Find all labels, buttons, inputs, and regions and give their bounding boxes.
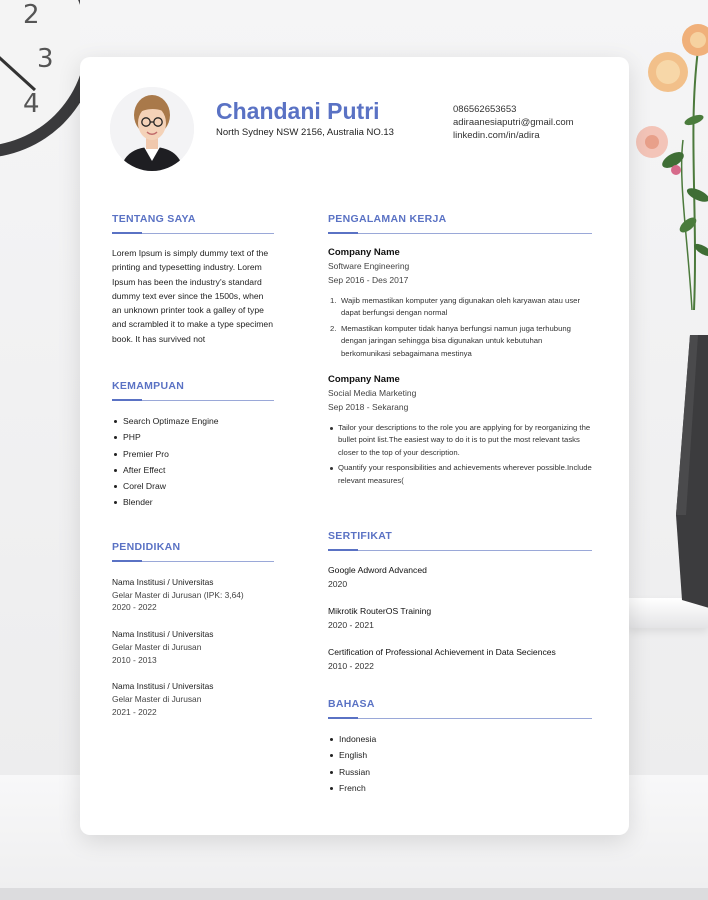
job-duties	[328, 295, 592, 360]
section-divider	[328, 717, 592, 719]
skills-section	[112, 380, 274, 511]
phone-number: 086562653653	[453, 104, 517, 115]
section-divider	[328, 549, 592, 551]
avatar-icon	[110, 87, 194, 171]
resume-card	[80, 57, 629, 835]
candidate-address: North Sydney NSW 2156, Australia NO.13	[216, 127, 394, 138]
certificate-name: Google Adword Advanced	[328, 565, 427, 575]
section-title-education: PENDIDIKAN	[112, 541, 181, 553]
list-item: 2. Memastikan komputer tidak hanya berfungsi namun juga terhubung dengan jaringan sehingga bisa digunakan untuk kebutuhan berkomunikasi sebagaimana mestinya	[330, 323, 571, 358]
education-institution: Nama Institusi / Universitas	[112, 629, 214, 640]
education-period: 2020 - 2022	[112, 602, 157, 613]
section-title-skills: KEMAMPUAN	[112, 380, 185, 392]
clock-numeral-4: 4	[23, 89, 40, 119]
about-text: Lorem Ipsum is simply dummy text of the printing and typesetting industry. Lorem Ipsum has been the industry's standard dummy text ever since the 1500s, when an unknown printer took a galley of type and scrambled it to make a type specimen book. It has survived not	[112, 248, 273, 344]
flower-plant-icon	[628, 10, 708, 310]
education-item	[112, 576, 274, 614]
education-period: 2010 - 2013	[112, 654, 157, 665]
education-item	[112, 628, 274, 666]
education-degree: Gelar Master di Jurusan	[112, 641, 202, 652]
education-degree: Gelar Master di Jurusan (IPK: 3,64)	[112, 589, 244, 600]
list-item: 1. Wajib memastikan komputer yang digunakan oleh karyawan atau user dapat berfungsi dengan normal	[330, 296, 581, 318]
section-title-about: TENTANG SAYA	[112, 213, 196, 225]
job-entry	[328, 374, 592, 487]
list-item: Corel Draw	[112, 478, 274, 494]
vase-icon	[676, 335, 708, 610]
list-item: After Effect	[112, 462, 274, 478]
list-item: English	[328, 747, 592, 763]
education-degree: Gelar Master di Jurusan	[112, 693, 202, 704]
languages-section	[328, 698, 592, 796]
certificate-name: Mikrotik RouterOS Training	[328, 606, 432, 616]
clock-numeral-2: 2	[23, 0, 40, 30]
list-item: Blender	[112, 494, 274, 510]
about-section	[112, 213, 274, 346]
job-duties	[328, 422, 592, 487]
list-item: Russian	[328, 764, 592, 780]
education-period: 2021 - 2022	[112, 706, 157, 717]
list-item: Quantify your responsibilities and achievements wherever possible.Include relevant measures(	[328, 462, 592, 487]
job-role: Social Media Marketing	[328, 388, 417, 399]
education-item	[112, 680, 274, 718]
section-title-certificates: SERTIFIKAT	[328, 530, 393, 542]
certificate-year: 2020 - 2021	[328, 620, 374, 630]
skills-list	[112, 413, 274, 511]
list-item: Premier Pro	[112, 446, 274, 462]
certificate-year: 2020	[328, 579, 348, 589]
education-section	[112, 541, 274, 718]
email-address: adiraanesiaputri@gmail.com	[453, 117, 574, 128]
section-divider	[112, 232, 274, 234]
job-company: Company Name	[328, 247, 400, 258]
education-institution: Nama Institusi / Universitas	[112, 577, 214, 587]
experience-section	[328, 213, 592, 490]
wall-clock-icon	[0, 0, 80, 190]
clock-numeral-3: 3	[37, 44, 54, 74]
candidate-name: Chandani Putri	[216, 98, 380, 124]
list-item: Tailor your descriptions to the role you are applying for by reorganizing the bullet point list.The easiest way to do it is to put the most relevant tasks closer to the top of your description.	[328, 422, 592, 459]
job-company: Company Name	[328, 374, 400, 386]
certificates-section	[328, 530, 592, 674]
languages-list	[328, 731, 592, 796]
list-item: Search Optimaze Engine	[112, 413, 274, 429]
certificate-name: Certification of Professional Achievement in Data Seciences	[328, 647, 556, 657]
list-item: Indonesia	[328, 731, 592, 747]
section-title-languages: BAHASA	[328, 698, 375, 710]
certificate-year: 2010 - 2022	[328, 661, 374, 671]
contact-block	[453, 103, 574, 142]
list-item: French	[328, 780, 592, 796]
job-entry	[328, 247, 592, 360]
section-title-experience: PENGALAMAN KERJA	[328, 213, 447, 225]
certificate-item	[328, 605, 592, 633]
certificate-item	[328, 646, 592, 674]
profile-photo	[110, 87, 194, 171]
job-period: Sep 2016 - Des 2017	[328, 274, 409, 285]
job-period: Sep 2018 - Sekarang	[328, 401, 409, 412]
floor-edge	[0, 888, 708, 900]
section-divider	[112, 560, 274, 562]
education-institution: Nama Institusi / Universitas	[112, 681, 214, 692]
section-divider	[328, 232, 592, 234]
job-role: Software Engineering	[328, 261, 410, 271]
linkedin-url: linkedin.com/in/adira	[453, 130, 540, 141]
list-item: PHP	[112, 429, 274, 445]
certificate-item	[328, 564, 592, 592]
section-divider	[112, 399, 274, 401]
